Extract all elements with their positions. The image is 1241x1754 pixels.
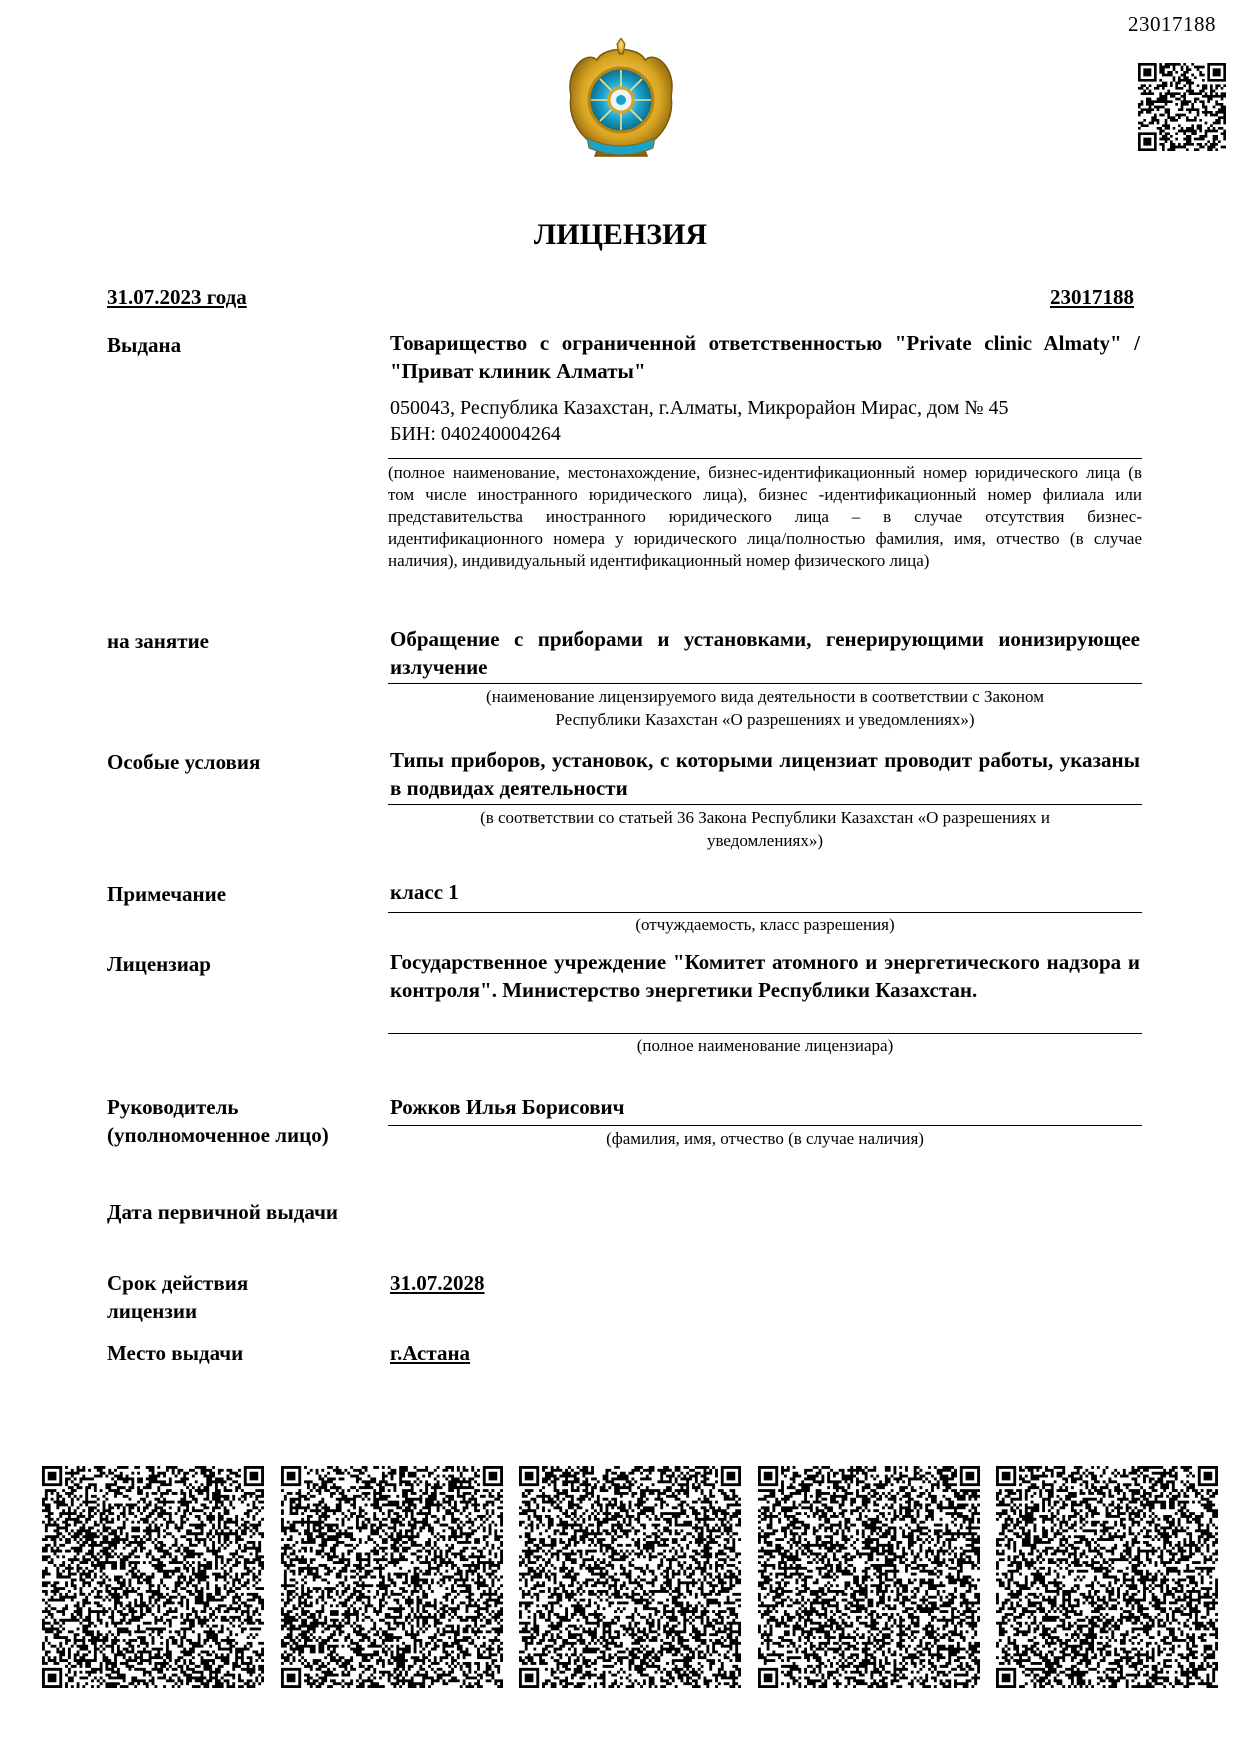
activity-caption-line1: (наименование лицензируемого вида деятельности в соответствии с Законом [486, 687, 1044, 706]
special-conditions-value: Типы приборов, установок, с которыми лицензиат проводит работы, указаны в подвидах деятельности [390, 748, 1140, 800]
note-label: Примечание [107, 882, 227, 906]
issued-to-caption: (полное наименование, местонахождение, бизнес-идентификационный номер юридического лица (в том числе иностранного юридического лица), бизнес -идентификационный номер филиала или представительства иностранного юридического лица – в случае отсутствия бизнес-идентификационного номера у юридического лица/полностью фамилия, имя, отчество (в случае наличия), индивидуальный идентификационный номер физического лица) [388, 463, 1142, 570]
activity-label: на занятие [107, 629, 209, 653]
licensor-label: Лицензиар [107, 952, 211, 976]
qr-code-icon [758, 1466, 980, 1688]
activity-value: Обращение с приборами и установками, генерирующими ионизирующее излучение [390, 627, 1140, 679]
validity-label-line1: Срок действия [107, 1271, 249, 1295]
head-label-line1: Руководитель [107, 1095, 239, 1119]
special-conditions-caption-line2: уведомлениях») [706, 831, 824, 850]
licensor-caption: (полное наименование лицензиара) [636, 1036, 894, 1055]
state-emblem-icon [557, 38, 685, 166]
first-issue-label: Дата первичной выдачи [107, 1200, 339, 1224]
note-rule [388, 912, 1142, 913]
place-value: г.Астана [390, 1341, 471, 1365]
qr-code-icon [281, 1466, 503, 1688]
issued-to-address: 050043, Республика Казахстан, г.Алматы, Микрорайон Мирас, дом № 45 [390, 397, 1009, 419]
note-value: класс 1 [390, 880, 459, 904]
licensor-rule [388, 1033, 1142, 1034]
note-caption: (отчуждаемость, класс разрешения) [635, 915, 895, 934]
qr-code-icon [519, 1466, 741, 1688]
page-title: ЛИЦЕНЗИЯ [533, 218, 708, 251]
head-rule [388, 1125, 1142, 1126]
activity-caption-line2: Республики Казахстан «О разрешениях и уведомлениях») [555, 710, 975, 729]
qr-code-icon [42, 1466, 264, 1688]
head-value: Рожков Илья Борисович [390, 1095, 625, 1119]
issue-date: 31.07.2023 года [107, 285, 247, 309]
issued-to-label: Выдана [107, 333, 182, 357]
validity-label-line2: лицензии [107, 1299, 198, 1323]
head-label-line2: (уполномоченное лицо) [107, 1123, 329, 1147]
document-number-top: 23017188 [1128, 12, 1216, 36]
activity-rule [388, 683, 1142, 684]
issued-to-rule [388, 458, 1142, 459]
special-conditions-caption-line1: (в соответствии со статьей 36 Закона Республики Казахстан «О разрешениях и [480, 808, 1050, 827]
licensor-value: Государственное учреждение "Комитет атомного и энергетического надзора и контроля". Министерство энергетики Республики Казахстан. [390, 950, 1140, 1002]
qr-code-icon [996, 1466, 1218, 1688]
license-number: 23017188 [1050, 285, 1134, 309]
place-label: Место выдачи [107, 1341, 244, 1365]
validity-value: 31.07.2028 [390, 1271, 485, 1295]
head-caption: (фамилия, имя, отчество (в случае наличия) [606, 1129, 924, 1148]
issued-to-bin: БИН: 040240004264 [390, 423, 561, 445]
issued-to-name: Товарищество с ограниченной ответственностью "Private clinic Almaty" / "Приват клиник Алматы" [390, 331, 1140, 383]
special-conditions-rule [388, 804, 1142, 805]
qr-code-icon [1138, 63, 1226, 151]
special-conditions-label: Особые условия [107, 750, 261, 774]
qr-code-row [42, 1466, 1218, 1688]
